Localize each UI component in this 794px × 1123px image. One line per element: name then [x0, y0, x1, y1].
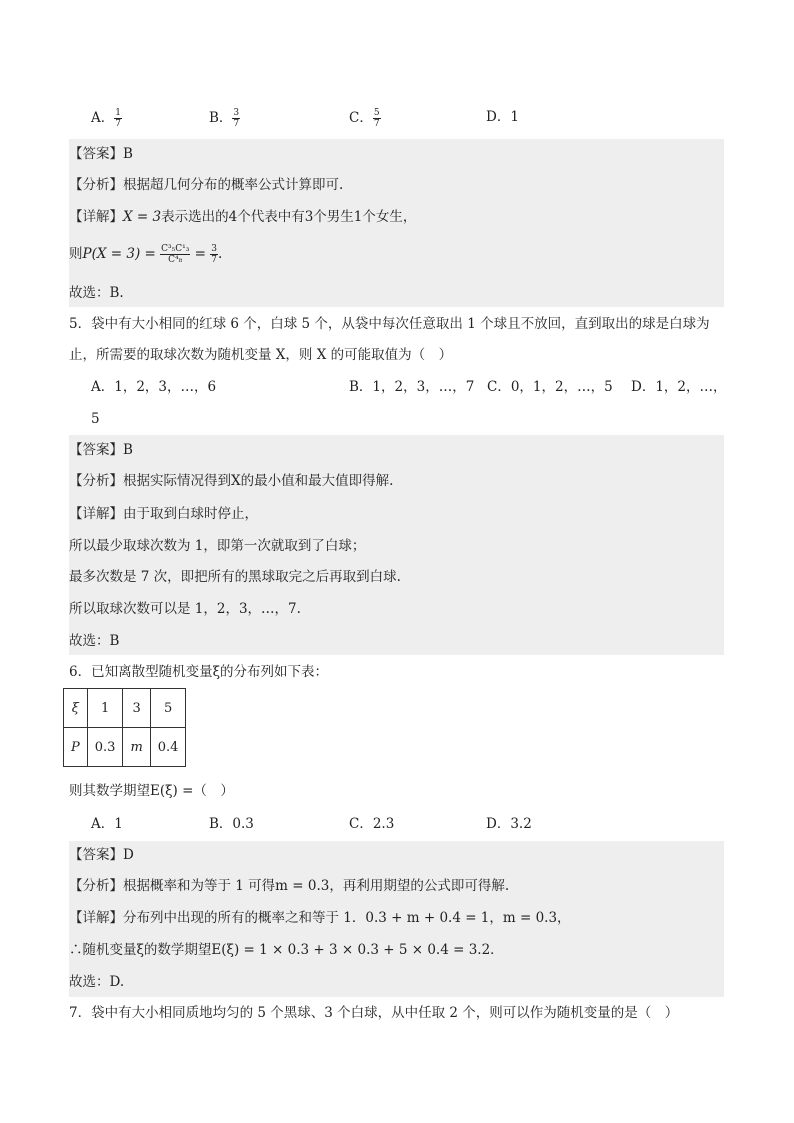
q6-choice: 故选：D.	[69, 974, 125, 990]
q4-analysis: 【分析】根据超几何分布的概率公式计算即可.	[69, 177, 344, 193]
q5-option-c: C．0，1，2，…，5	[487, 379, 613, 395]
q4-option-b-label: B．	[209, 110, 233, 126]
table-cell: P	[64, 728, 88, 767]
q5-stem-line-1: 5．袋中有大小相同的红球 6 个，白球 5 个，从袋中每次任意取出 1 个球且不放回，直到取出的球是白球为	[69, 316, 710, 332]
q4-formula-frac1-num: C³₅C¹₃	[161, 244, 190, 254]
q5-option-d-continued: 5	[91, 411, 100, 427]
table-row	[64, 728, 186, 767]
q4-option-c	[349, 108, 381, 129]
q4-formula-period: .	[217, 246, 223, 262]
q5-detail-3: 最多次数是 7 次，即把所有的黑球取完之后再取到白球.	[69, 569, 401, 585]
table-cell: 5	[150, 689, 186, 728]
q4-option-c-label: C．	[349, 110, 373, 126]
distribution-table	[63, 688, 186, 767]
q4-option-b-fraction	[232, 108, 240, 129]
q4-formula-frac2-num: 3	[211, 244, 217, 254]
q5-stem-line-2: 止，所需要的取球次数为随机变量 X，则 X 的可能取值为（ ）	[69, 347, 453, 363]
q4-detail-text: 表示选出的4个代表中有3个男生1个女生，	[161, 209, 417, 225]
q4-option-b-den: 7	[233, 119, 240, 129]
q4-option-c-num: 5	[373, 108, 380, 118]
table-cell: 0.3	[87, 728, 123, 767]
q4-formula-lhs: P(X = 3) =	[82, 246, 156, 262]
q5-detail-1: 【详解】由于取到白球时停止，	[69, 506, 258, 522]
q4-choice: 故选：B.	[69, 285, 124, 301]
q5-option-b: B．1，2，3，…，7	[349, 379, 475, 395]
q6-option-a: A．1	[91, 816, 123, 832]
q6-stem: 6．已知离散型随机变量ξ的分布列如下表：	[69, 664, 329, 680]
q4-option-a-num: 1	[115, 108, 121, 118]
q4-option-a	[91, 108, 122, 129]
q4-option-a-label: A．	[91, 110, 115, 126]
q5-detail-4: 所以取球次数可以是 1，2，3，…，7.	[69, 601, 301, 617]
q4-formula-frac2-den: 7	[211, 255, 217, 265]
table-cell: ξ	[64, 689, 88, 728]
q5-analysis: 【分析】根据实际情况得到X的最小值和最大值即得解.	[69, 473, 394, 489]
q4-detail-label: 【详解】	[69, 209, 123, 225]
q4-formula-prefix: 则	[69, 246, 83, 262]
q4-option-a-den: 7	[115, 119, 121, 129]
q6-analysis: 【分析】根据概率和为等于 1 可得m = 0.3，再利用期望的公式即可得解.	[69, 878, 510, 894]
q4-formula	[69, 244, 222, 265]
q4-option-b	[209, 108, 240, 129]
q4-option-c-den: 7	[373, 119, 380, 129]
q6-question: 则其数学期望E(ξ) =（ ）	[69, 783, 234, 799]
q6-option-b: B．0.3	[209, 816, 254, 832]
q4-formula-fraction-1	[160, 244, 190, 265]
q4-option-b-num: 3	[233, 108, 240, 118]
q4-option-c-fraction	[373, 108, 381, 129]
q6-detail-1: 【详解】分布列中出现的所有的概率之和等于 1．0.3 + m + 0.4 = 1，m = 0.3，	[69, 910, 571, 926]
table-cell: 0.4	[150, 728, 186, 767]
q6-option-d: D．3.2	[486, 816, 532, 832]
q5-option-d: D．1，2，…，	[631, 379, 727, 395]
q4-option-a-fraction	[114, 108, 122, 129]
q6-option-c: C．2.3	[349, 816, 395, 832]
q6-answer: 【答案】D	[69, 847, 134, 863]
table-cell: 1	[87, 689, 123, 728]
q4-formula-fraction-2	[210, 244, 218, 265]
table-row	[64, 689, 186, 728]
q4-answer: 【答案】B	[69, 146, 133, 162]
q4-formula-eq: =	[194, 246, 206, 262]
table-cell: 3	[123, 689, 150, 728]
q5-option-a: A．1，2，3，…，6	[91, 379, 217, 395]
q4-detail	[69, 208, 416, 226]
q6-detail-2: ∴随机变量ξ的数学期望E(ξ) = 1 × 0.3 + 3 × 0.3 + 5 × 0.4 = 3.2．	[69, 942, 504, 958]
q4-formula-frac1-den: C⁴₈	[168, 255, 183, 265]
q5-choice: 故选：B	[69, 633, 120, 649]
q5-detail-2: 所以最少取球次数为 1，即第一次就取到了白球；	[69, 538, 366, 554]
table-cell: m	[123, 728, 150, 767]
q4-detail-expr: X = 3	[123, 209, 162, 225]
q4-option-d: D．1	[486, 109, 519, 125]
q7-stem: 7．袋中有大小相同质地均匀的 5 个黑球、3 个白球，从中任取 2 个，则可以作为随机变量的是（ ）	[69, 1005, 679, 1021]
q5-answer: 【答案】B	[69, 442, 133, 458]
